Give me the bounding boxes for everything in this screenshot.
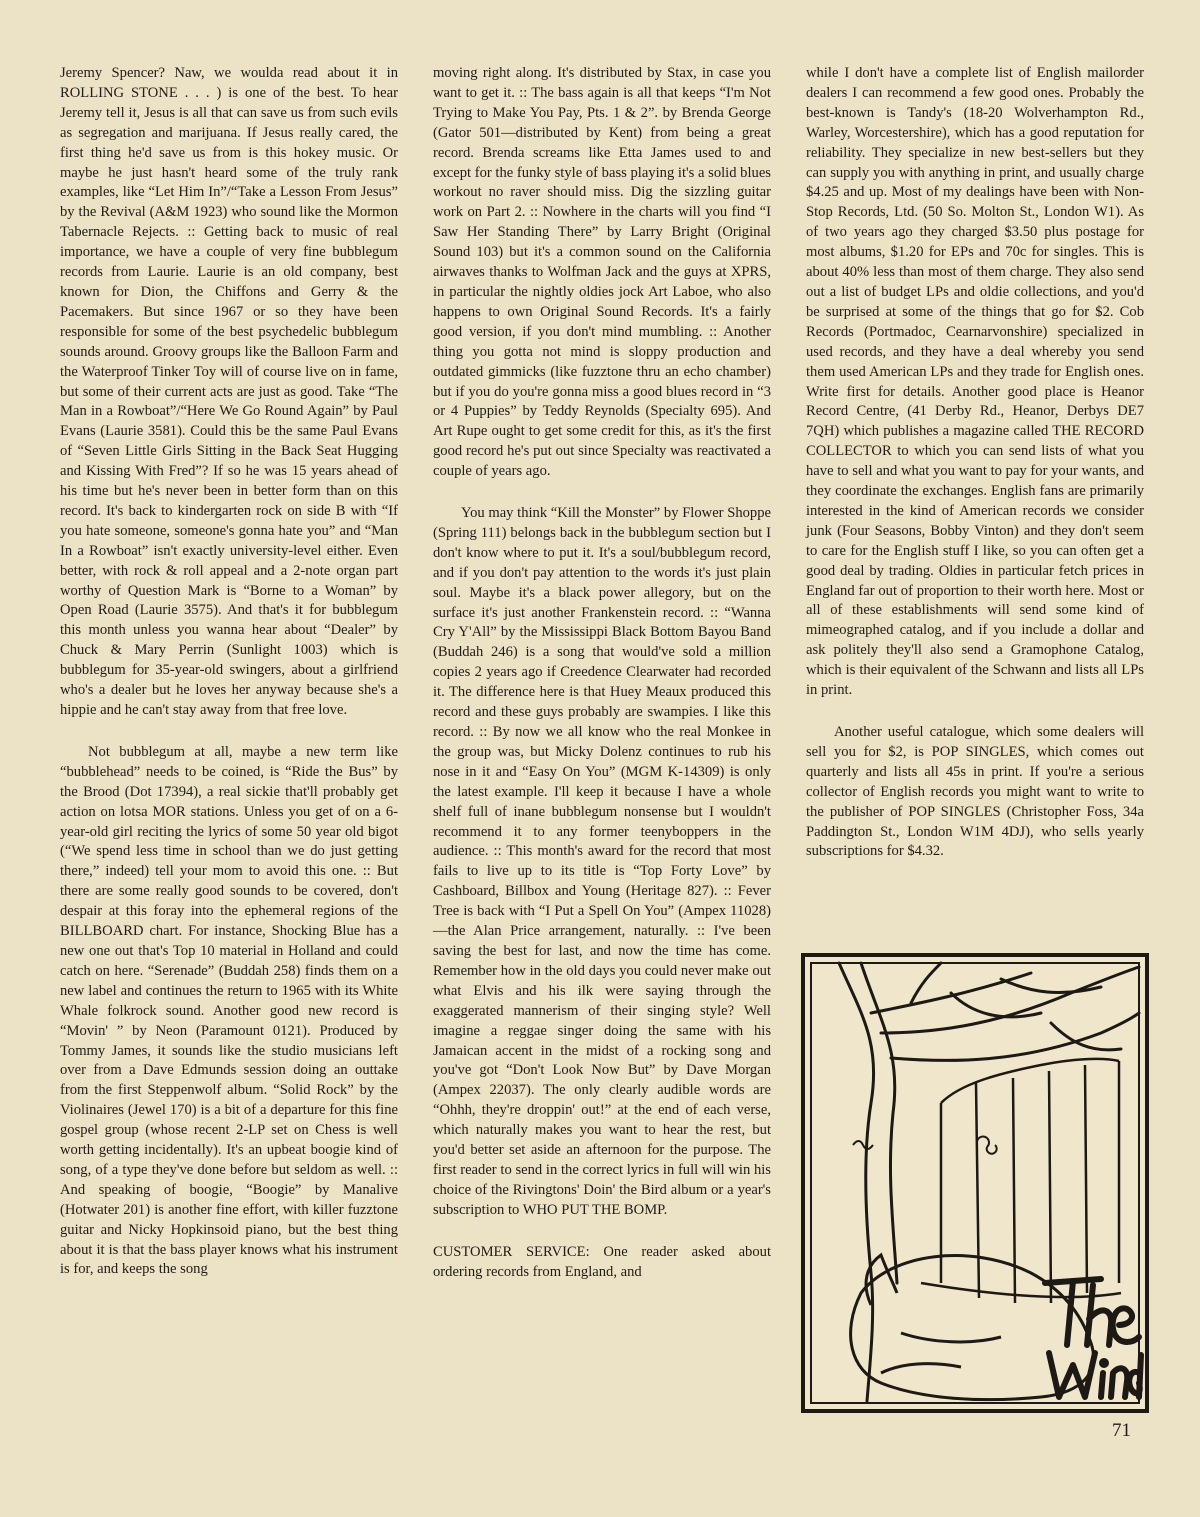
article-column-3: [806, 64, 1144, 884]
paragraph-kill-the-monster: You may think “Kill the Monster” by Flower Shoppe (Spring 111) belongs back in the bubblegum section but I don't know where to put it. It's a soul/bubblegum record, and if you don't pay attention to the words it's just plain soul. Maybe it's a black power allegory, but on the surface it's just another Frankenstein record. :: “Wanna Cry Y'All” by the Mississippi Black Bottom Bayou Band (Buddah 246) is a song that would've sold a million copies 2 years ago if Creedence Clearwater had recorded it. The difference here is that Huey Meaux produced this record and these guys probably are swampies. I like this record. :: By now we all know who the real Monkee in the group was, but Micky Dolenz continues to rub his nose in it and “Easy On You” (MGM K-14309) is only the latest example. I'll keep it because I have a whole shelf full of inane bubblegum nonsense but I wouldn't recommend it to any former teenyboppers in the audience. :: This month's award for the record that most fails to live up to its title is “Top Forty Love” by Cashboard, Billbox and Young (Heritage 827). :: Fever Tree is back with “I Put a Spell On You” (Ampex 11028)—the Alan Price arrangement, naturally. :: I've been saving the best for last, and now the time has come. Remember how in the old days you could never make out what Elvis and his ilk were saying through the exaggerated mannerism of their singing style? Well imagine a reggae singer doing the same with his Jamaican accent in the midst of a rocking song and you've got “Don't Look Now But” by Dave Morgan (Ampex 22037). The only clearly audible words are “Ohhh, they're droppin' out!” at the end of each verse, which naturally makes you want to hear the rest, but you'd better set aside an afternoon for the purpose. The first reader to send in the correct lyrics in full will win his choice of the Rivingtons' Doin' the Bird album or a year's subscription to WHO PUT THE BOMP.: [433, 505, 771, 1218]
article-column-1: [60, 64, 398, 1302]
paragraph-pop-singles: Another useful catalogue, which some dealers will sell you for $2, is POP SINGLES, which comes out quarterly and lists all 45s in print. If you're a serious collector of English records you might want to write to the publisher of POP SINGLES (Christopher Foss, 34a Paddington St., London W1M 4DJ), who sells yearly subscriptions for $4.32.: [806, 724, 1144, 860]
article-column-2: [433, 64, 771, 1304]
paragraph-not-bubblegum: Not bubblegum at all, maybe a new term like “bubblehead” needs to be coined, is “Ride the Bus” by the Brood (Dot 17394), a real sickie that'll probably get action on lotsa MOR stations. Unless you get of on a 6-year-old girl reciting the lyrics of some 50 year old bigot (“We spend less time in school than we do just getting there,” indeed) tell your mom to avoid this one. :: But there are some really good sounds to be covered, don't despair at this foray into the ephemeral regions of the BILLBOARD chart. For instance, Shocking Blue has a new one out that's Top 10 material in Holland and could catch on here. “Serenade” (Buddah 258) finds them on a new label and continues the return to 1965 with its White Whale folkrock sound. Another good new record is “Movin' ” by Neon (Paramount 0121). Produced by Tommy James, it sounds like the studio musicians left over from a Dave Edmunds session doing an outtake from the first Steppenwolf album. “Solid Rock” by the Violinaires (Jewel 170) is a bit of a departure for this fine gospel group (whose recent 2-LP set on Chess is well worth getting incidentally). It's an upbeat boogie kind of song, of a type they've done before but seldom as well. :: And speaking of boogie, “Boogie” by Manalive (Hotwater 201) is another fine effort, with killer fuzztone guitar and Nicky Hopkinsoid piano, but the best thing about it is that the bass player knows what his instrument is for, and keeps the song: [60, 743, 398, 1278]
paragraph-customer-service: CUSTOMER SERVICE: One reader asked about ordering records from England, and: [433, 1243, 771, 1280]
paragraph-stax-brenda-george: moving right along. It's distributed by Stax, in case you want to get it. :: The bass again is all that keeps “I'm Not Trying to Make You Pay, Pts. 1 & 2”. by Brenda George (Gator 501—distributed by Kent) from being a great record. Brenda screams like Etta James used to and except for the funky style of bass playing it's a solid blues workout no raver should miss. Dig the sizzling guitar work on Part 2. :: Nowhere in the charts will you find “I Saw Her Standing There” by Larry Bright (Original Sound 103) but it's a common sound on the California airwaves thanks to Wolfman Jack and the guys at XPRS, in particular the nightly oldies jock Art Laboe, who also happens to own Original Sound Records. It's a fairly good version, if you don't mind mumbling. :: Another thing you gotta not mind is sloppy production and outdated gimmicks (like fuzztone thru an echo chamber) but if you do you're gonna miss a good blues record in “3 or 4 Puppies” by Teddy Reynolds (Specialty 695). And Art Rupe ought to get some credit for this, as it's the first good record he's put out since Specialty was reactivated a couple of years ago.: [433, 65, 771, 480]
the-wind-illustration: [801, 953, 1149, 1413]
paragraph-bubblegum-records: Jeremy Spencer? Naw, we woulda read about it in ROLLING STONE . . . ) is one of the best. To hear Jeremy tell it, Jesus is all that can save us from such evils as segregation and marijuana. If Jesus really cared, the first thing he'd save us from is this hokey music. Or maybe he just hasn't heard some of the truly rank examples, like “Let Him In”/“Take a Lesson From Jesus” by the Revival (A&M 1923) who sound like the Mormon Tabernacle Rejects. :: Getting back to music of real importance, we have a couple of very fine bubblegum records from Laurie. Laurie is an old company, best known for Dion, the Chiffons and Gerry & the Pacemakers. But since 1967 or so they have been responsible for some of the best psychedelic bubblegum sounds around. Groovy groups like the Balloon Farm and the Waterproof Tinker Toy will of course live on in fame, but some of their current acts are just as good. Take “The Man in a Rowboat”/“Here We Go Round Again” by Paul Evans (Laurie 3581). Could this be the same Paul Evans of “Seven Little Girls Sitting in the Back Seat Hugging and Kissing With Fred”? If so he was 15 years ahead of his time but he's never been in better form than on this record. It's back to kindergarten rock on side B with “If you hate someone, someone's gonna hate you” and “Man In a Rowboat” isn't exactly university-level either. Even better, with rock & roll appeal and a 2-note organ part worthy of Question Mark is “Borne to a Woman” by Open Road (Laurie 3575). And that's it for bubblegum this month unless you wanna hear about “Dealer” by Chuck & Mary Perrin (Sunlight 1003) which is bubblegum for 35-year-old swingers, about a girlfriend who's a dealer but he loves her anyway because she's a hippie and he can't stay away from that free love.: [60, 65, 398, 718]
page-number: 71: [1112, 1420, 1131, 1441]
paragraph-english-mailorder-dealers: while I don't have a complete list of English mailorder dealers I can recommend a few good ones. Probably the best-known is Tandy's (18-20 Wolverhampton Rd., Warley, Worcestershire), which has a good reputation for reliability. They specialize in new best-sellers but they can supply you with anything in print, and usually charge $4.25 and up. Most of my dealings have been with Non-Stop Records, Ltd. (50 So. Molton St., London W1). As of two years ago they charged $3.50 plus postage for most albums, $1.20 for EPs and 70c for singles. This is about 40% less than most of them charge. They also send out a list of budget LPs and oldie collections, and you'd be surprised at some of the things that go for $2. Cob Records (Portmadoc, Cearnarvonshire) specialized in used records, and they have a deal whereby you send them used American LPs and they trade for English ones. Write first for details. Another good place is Heanor Record Centre, (41 Derby Rd., Heanor, Derbys DE7 7QH) which publishes a magazine called THE RECORD COLLECTOR to which you can send lists of what you have to sell and what you want to pay for your wants, and they coordinate the exchanges. English fans are primarily interested in the kind of American records we consider junk (Four Seasons, Bobby Vinton) and they don't seem to care for the English stuff I like, so you can often get a good deal by trading. Oldies in particular fetch prices in England far out of proportion to their worth here. Most or all of these establishments will send some kind of mimeographed catalog, and if you include a dollar and ask politely they'll also send a Gramophone Catalog, which is their equivalent of the Schwann and lists all LPs in print.: [806, 65, 1144, 699]
